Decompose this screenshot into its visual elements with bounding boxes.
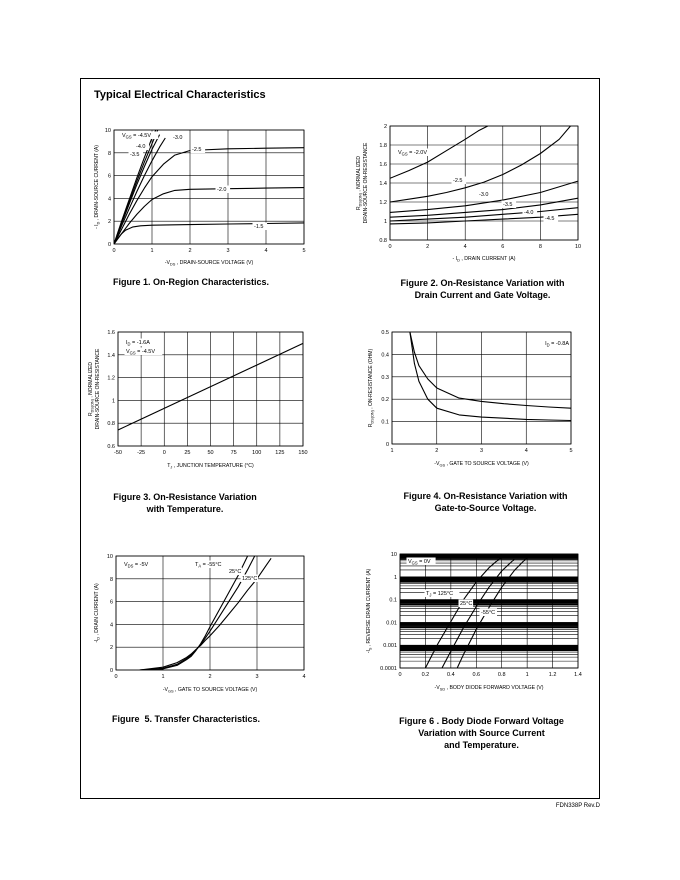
y-tick-label: 0.8 — [379, 238, 387, 244]
series-label: $I_D = -1.6A$ — [126, 340, 150, 347]
series-group — [390, 126, 578, 224]
x-tick-label: -25 — [137, 450, 146, 456]
x-tick-label: 3 — [226, 248, 230, 254]
x-tick-label: 4 — [463, 244, 467, 250]
x-tick-label: 2 — [426, 244, 430, 250]
figure-4-caption: Figure 4. On-Resistance Variation with Gate-to-Source Voltage. — [403, 491, 568, 513]
y-tick-label: 1 — [383, 219, 387, 225]
x-tick-label: 5 — [569, 448, 573, 454]
y-tick-label: 4 — [109, 622, 113, 629]
plot-grid — [392, 332, 571, 444]
x-tick-label: 3 — [479, 448, 484, 454]
x-tick-label: 1 — [390, 448, 394, 454]
y-tick-label: 0.5 — [381, 330, 389, 336]
y-tick-label: 1 — [393, 574, 397, 581]
series-label: -4.5 — [545, 216, 555, 222]
x-axis-label: $T_J$ , JUNCTION TEMPERATURE (°C) — [167, 463, 254, 470]
plot-grid — [116, 556, 304, 670]
series-label: $V_{DS} = -5V$ — [124, 562, 149, 569]
x-tick-label: 0.2 — [421, 672, 430, 678]
figure-3-caption: Figure 3. On-Resistance Variation with Temperature. — [113, 492, 257, 514]
series-label: $V_{GS} = -4.5V$ — [126, 349, 156, 356]
y-axis-label: DRAIN-SOURCE ON-RESISTANCE — [363, 142, 369, 224]
x-tick-label: 0 — [398, 672, 402, 678]
x-tick-label: 6 — [501, 244, 505, 250]
x-tick-label: 8 — [538, 244, 542, 250]
y-axis-label: $R_{DS(ON)}$ , ON-RESISTANCE (OHM) — [368, 348, 375, 428]
figure-4-chart — [362, 325, 588, 470]
x-tick-label: 5 — [302, 248, 306, 254]
x-tick-label: 2 — [435, 448, 439, 454]
y-tick-label: 1.4 — [379, 181, 387, 187]
y-tick-label: 4 — [107, 196, 111, 203]
y-tick-label: 6 — [107, 173, 111, 180]
x-tick-label: -50 — [114, 450, 122, 456]
series-line — [114, 188, 304, 244]
x-tick-label: 1 — [161, 674, 165, 680]
y-tick-label: 1.6 — [107, 330, 115, 336]
footer-part-number: FDN338P Rev.D — [555, 803, 600, 809]
x-tick-label: 1.2 — [548, 672, 557, 678]
y-tick-label: 1.8 — [379, 143, 387, 149]
y-tick-label: 0.8 — [107, 421, 115, 428]
series-label: -4.0 — [136, 144, 146, 150]
series-label: $V_{GS} = -4.5V$ — [122, 133, 152, 140]
series-label: $V_{GS} = 0V$ — [408, 559, 431, 566]
series-label: -3.5 — [503, 202, 513, 208]
y-tick-label: 0.4 — [381, 352, 389, 359]
series-label: $T_A = -55^\circ C$ — [195, 562, 222, 569]
x-tick-label: 1 — [150, 248, 154, 254]
figure-6-caption: Figure 6 . Body Diode Forward Voltage Variation with Source Current and Temperature. — [399, 716, 564, 750]
y-tick-label: 10 — [104, 128, 111, 134]
x-axis-label: $-V_{GS}$ , GATE TO SOURCE VOLTAGE (V) — [162, 687, 258, 694]
figure-2-chart — [352, 118, 590, 273]
x-tick-label: 100 — [252, 450, 262, 456]
y-tick-label: 0.3 — [381, 374, 389, 381]
x-tick-label: 0 — [162, 450, 166, 456]
figure-6-chart — [362, 546, 588, 696]
x-tick-label: 2 — [208, 674, 212, 680]
y-tick-label: 1.4 — [107, 352, 115, 359]
series-label: 125°C — [242, 576, 258, 582]
x-tick-label: 4 — [302, 674, 306, 680]
x-axis-label: $-V_{GS}$ , GATE TO SOURCE VOLTAGE (V) — [434, 461, 529, 468]
series-label: -3.5 — [130, 152, 140, 158]
figure-5-caption: Figure 5. Transfer Characteristics. — [111, 714, 261, 724]
y-tick-label: 0.2 — [381, 397, 389, 404]
y-tick-label: 0.6 — [107, 444, 115, 450]
y-tick-label: 1.2 — [379, 200, 387, 206]
figure-5-chart — [92, 548, 320, 696]
figure-2-caption: Figure 2. On-Resistance Variation with Drain Current and Gate Voltage. — [400, 278, 565, 300]
y-axis-label: $-I_S$ , REVERSE DRAIN CURRENT (A) — [366, 568, 373, 654]
y-tick-label: 8 — [109, 576, 113, 583]
y-tick-label: 10 — [390, 552, 397, 558]
y-axis-label: $R_{DS(ON)}$ , NORMALIZED — [88, 362, 95, 416]
y-tick-label: 8 — [107, 150, 111, 157]
series-label: $T_J = 125^\circ C$ — [426, 591, 454, 598]
y-tick-label: 1.2 — [107, 375, 115, 382]
figure-1-chart — [92, 120, 322, 275]
series-label: 25°C — [229, 569, 242, 575]
page-title: Typical Electrical Characteristics — [94, 89, 266, 101]
y-axis-label: $R_{DS(ON)}$ , NORMALIZED — [356, 156, 363, 210]
figure-1-caption: Figure 1. On-Region Characteristics. — [112, 277, 270, 287]
y-tick-label: 6 — [109, 599, 113, 606]
x-tick-label: 25 — [184, 450, 191, 456]
x-tick-label: 0 — [114, 674, 118, 680]
x-tick-label: 50 — [207, 450, 214, 456]
y-tick-label: 10 — [106, 554, 113, 560]
series-line — [442, 559, 514, 668]
y-tick-label: 0.0001 — [380, 666, 397, 672]
y-tick-label: 0.1 — [389, 597, 397, 604]
y-tick-label: 0 — [109, 668, 113, 674]
y-tick-label: 0.01 — [386, 620, 397, 627]
x-tick-label: 75 — [230, 450, 237, 456]
y-axis-label: - $I_D$ , DRAIN-SOURCE CURRENT (A) — [94, 145, 101, 229]
x-axis-label: $-V_{DS}$ , DRAIN-SOURCE VOLTAGE (V) — [164, 260, 254, 267]
series-label: -3.0 — [173, 135, 183, 141]
x-tick-label: 4 — [264, 248, 268, 254]
x-tick-label: 125 — [275, 450, 285, 456]
y-tick-label: 1.6 — [379, 162, 387, 168]
series-label: $V_{GS} = -2.0V$ — [398, 150, 428, 157]
series-label: -3.0 — [479, 192, 489, 198]
series-line — [114, 223, 304, 244]
x-tick-label: 0.6 — [472, 672, 481, 678]
x-axis-label: $-V_{SD}$ , BODY DIODE FORWARD VOLTAGE (V) — [434, 685, 544, 692]
series-label: -2.5 — [192, 147, 202, 153]
series-group — [140, 556, 272, 670]
series-label: -2.5 — [453, 178, 463, 184]
x-tick-label: 0.4 — [447, 672, 455, 678]
y-tick-label: 1 — [111, 398, 115, 405]
y-tick-label: 0.1 — [381, 419, 389, 426]
series-label: -1.5 — [254, 224, 264, 230]
y-tick-label: 2 — [109, 645, 113, 652]
x-axis-label: - $I_D$ , DRAIN CURRENT (A) — [452, 256, 516, 263]
series-label: -2.0 — [217, 187, 227, 193]
x-tick-label: 10 — [574, 244, 582, 250]
y-tick-label: 0 — [385, 442, 389, 448]
y-tick-label: 0 — [107, 242, 111, 248]
series-line — [390, 198, 578, 217]
figure-3-chart — [86, 325, 322, 470]
x-tick-label: 150 — [298, 450, 308, 456]
x-tick-label: 2 — [188, 248, 192, 254]
series-label: $I_D = -0.8A$ — [545, 341, 569, 348]
x-tick-label: 0 — [112, 248, 116, 254]
y-axis-label: $-I_D$ , DRAIN CURRENT (A) — [94, 583, 101, 643]
x-tick-label: 0.8 — [497, 672, 506, 678]
x-tick-label: 3 — [255, 674, 259, 680]
y-tick-label: 0.001 — [383, 643, 397, 650]
x-tick-label: 1 — [525, 672, 529, 678]
y-tick-label: 2 — [383, 124, 387, 130]
x-tick-label: 1.4 — [574, 672, 582, 678]
y-tick-label: 2 — [107, 219, 111, 226]
x-tick-label: 4 — [524, 448, 528, 454]
series-label: -55°C — [481, 610, 496, 616]
y-axis-label: DRAIN-SOURCE ON-RESISTANCE — [95, 348, 101, 430]
series-label: -4.0 — [524, 210, 534, 216]
x-tick-label: 0 — [388, 244, 392, 250]
series-label: 25°C — [460, 601, 473, 607]
